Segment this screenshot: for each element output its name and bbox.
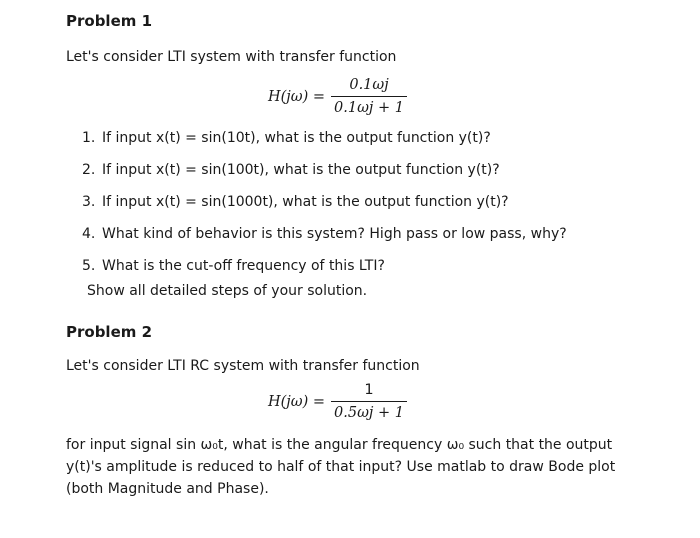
- problem-1-title: Problem 1: [66, 12, 153, 30]
- problem-1-intro: Let's consider LTI system with transfer function: [66, 49, 397, 65]
- list-item-number: 4.: [82, 226, 96, 242]
- problem-1-transfer-function: [268, 77, 407, 116]
- equation-fraction: [331, 77, 407, 116]
- equation-denominator: 0.1ωj + 1: [331, 96, 407, 116]
- list-item-text: What kind of behavior is this system? High pass or low pass, why?: [102, 226, 567, 242]
- problem-2-body-line: y(t)'s amplitude is reduced to half of that input? Use matlab to draw Bode plot: [66, 459, 616, 475]
- equation-fraction: [331, 382, 407, 421]
- list-item-text: If input x(t) = sin(10t), what is the output function y(t)?: [102, 130, 491, 146]
- list-item: [82, 258, 385, 274]
- list-item-text: If input x(t) = sin(100t), what is the output function y(t)?: [102, 162, 500, 178]
- equation-numerator: 0.1ωj: [349, 77, 389, 93]
- equation-lhs: H(jω) =: [268, 88, 326, 105]
- list-item-text: If input x(t) = sin(1000t), what is the output function y(t)?: [102, 194, 509, 210]
- list-item: [82, 226, 567, 242]
- problem-2-body-line: for input signal sin ω₀t, what is the angular frequency ω₀ such that the output: [66, 437, 613, 453]
- list-item-number: 2.: [82, 162, 96, 178]
- list-item-number: 1.: [82, 130, 96, 146]
- list-item: [82, 162, 500, 178]
- problem-2-title: Problem 2: [66, 323, 153, 341]
- list-item: [82, 194, 509, 210]
- solution-note: Show all detailed steps of your solution.: [87, 283, 368, 299]
- equation-lhs: H(jω) =: [268, 393, 326, 410]
- list-item-text: What is the cut-off frequency of this LTI?: [102, 258, 385, 274]
- equation-numerator: 1: [364, 382, 374, 398]
- equation-denominator: 0.5ωj + 1: [331, 401, 407, 421]
- problem-2-transfer-function: [268, 382, 407, 421]
- problem-2-body-line: (both Magnitude and Phase).: [66, 481, 269, 497]
- list-item: [82, 130, 491, 146]
- list-item-number: 5.: [82, 258, 96, 274]
- problem-2-intro: Let's consider LTI RC system with transfer function: [66, 358, 420, 374]
- list-item-number: 3.: [82, 194, 96, 210]
